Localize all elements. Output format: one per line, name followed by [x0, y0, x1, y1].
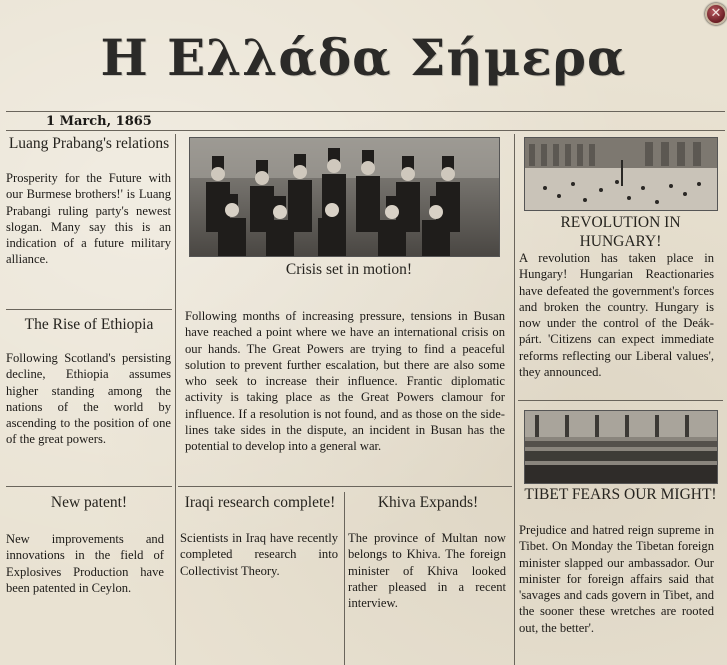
- headline-new-patent: New patent!: [50, 494, 128, 511]
- column-divider-left: [175, 134, 176, 665]
- hungary-photo: [524, 137, 718, 211]
- masthead-rule-bottom: [6, 130, 725, 131]
- headline-hungary: REVOLUTION IN HUNGARY!: [560, 214, 681, 250]
- hungary-photo-image: [525, 138, 717, 210]
- headline-iraqi-research: Iraqi research complete!: [184, 494, 336, 511]
- article-hungary: A revolution has taken place in Hungary! Hungarian Reactionaries have defeated the government's forces and broken the country. Hungary is now under the control of the Deák-párt. 'Citizens can expect immediate reforms reflecting our Liberal values', they announced.: [519, 251, 714, 380]
- crisis-photo: [189, 137, 500, 257]
- separator-middle: [178, 486, 512, 487]
- close-icon: ✕: [710, 6, 722, 21]
- article-khiva: The province of Multan now belongs to Khiva. The foreign minister of Khiva looked rather pleased in a recent interview.: [348, 531, 506, 611]
- column-divider-right: [514, 134, 515, 665]
- separator-left-1: [6, 309, 172, 310]
- column-divider-bottom-middle: [344, 492, 345, 665]
- separator-right: [518, 400, 723, 401]
- newspaper-title: Η Ελλάδα Σήμερα: [100, 28, 627, 87]
- article-new-patent: New improvements and innovations in the field of Explosives Production have been patented in Ceylon.: [6, 532, 164, 595]
- tibet-photo-image: [525, 411, 717, 483]
- crisis-photo-image: [190, 138, 499, 256]
- headline-khiva: Khiva Expands!: [377, 494, 479, 511]
- article-iraqi-research: Scientists in Iraq have recently completed research into Collectivist Theory.: [180, 531, 338, 578]
- separator-left-2: [6, 486, 172, 487]
- masthead-rule-top: [6, 111, 725, 112]
- headline-ethiopia: The Rise of Ethiopia: [24, 316, 154, 333]
- article-crisis: Following months of increasing pressure, tensions in Busan have reached a point where we have an international crisis on our hands. The Great Powers are trying to find a peaceful solution to prevent further escalation, but there are also some who seek to increase their influence. Frantic diplomatic activity is taking place as the Great Powers clamour for influence. If a resolution is not found, and as those on the side-lines take sides in the dispute, an incident in Busan has the potential to develop into a general war.: [185, 309, 505, 454]
- headline-luang-prabang: Luang Prabang's relations: [8, 135, 170, 152]
- article-ethiopia: Following Scotland's persisting decline, Ethiopia assumes higher standing among the nations of the world by ascending to the position of one of the great powers.: [6, 351, 171, 447]
- article-luang-prabang: Prosperity for the Future with our Burmese brothers!' is Luang Prabangi ruling party's newest slogan. Many say this is an indication of a future military alliance.: [6, 171, 171, 267]
- article-tibet: Prejudice and hatred reign supreme in Tibet. On Monday the Tibetan foreign minister slapped our ambassador. Our minister for foreign affairs said that 'savages and cads govern in Tibet, and the sooner these wretches are rooted out, the better'.: [519, 523, 714, 635]
- caption-crisis: Crisis set in motion!: [285, 261, 413, 278]
- tibet-photo: [524, 410, 718, 484]
- issue-date: 1 March, 1865: [46, 114, 152, 129]
- close-button[interactable]: [705, 3, 727, 25]
- headline-tibet: TIBET FEARS OUR MIGHT!: [524, 486, 717, 503]
